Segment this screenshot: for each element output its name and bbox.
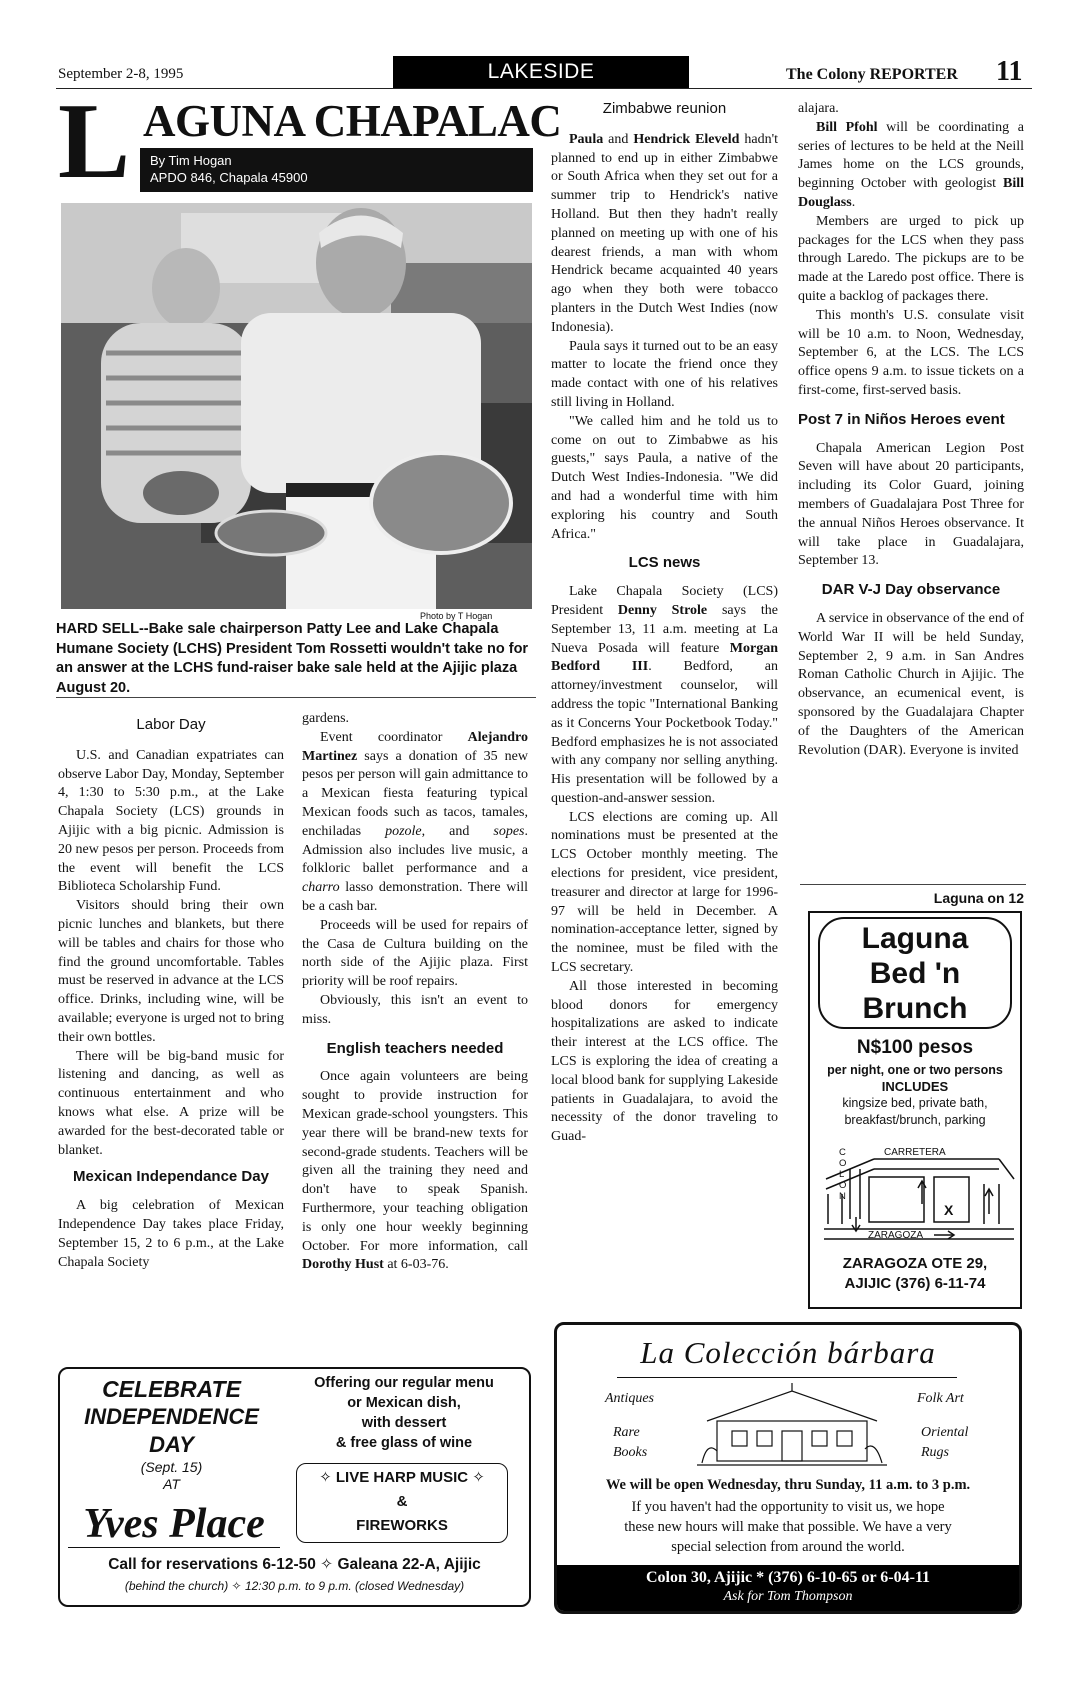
barbara-footer-bar <box>557 1565 1019 1611</box>
alajara-text: alajara. <box>798 101 839 116</box>
photo-caption: HARD SELL--Bake sale chairperson Patty Lee and Lake Chapala Humane Society (LCHS) President Tom Rossetti wouldn't take no for an answer at the LCHS fund-raiser bake sale held at the Ajijic plaza August 20. <box>56 621 529 696</box>
yves-celebrate: CELEBRATE <box>102 1376 241 1402</box>
laguna-ad-price: N$100 pesos <box>856 1037 974 1058</box>
yves-at: AT <box>163 1476 180 1492</box>
yves-day: DAY <box>149 1432 194 1457</box>
laguna-ad-line2: Bed 'n <box>869 957 961 990</box>
zimbabwe-p2: Paula says it turned out to be an easy matter to locate the friend once they made contact with one of his relatives still living in Holland. <box>551 338 778 410</box>
dar-paragraph: A service in observance of the end of World War II will be held Sunday, September 2, 9 a.m. in San Andres Roman Catholic Church in Ajijic. The observance, an ecumenical event, is sponsored by the Guadalajara Chapter of the Daughters of the American Revolution (DAR). Everyone is invited <box>798 610 1024 758</box>
dar-heading: DAR V-J Day observance <box>821 581 1001 599</box>
barbara-hours: We will be open Wednesday, thru Sunday, 11 a.m. to 3 p.m. <box>605 1477 971 1493</box>
event-coordinator-paragraph: Event coordinator Alejandro Martinez says a donation of 35 new pesos per person will gain admittance to a Mexican fiesta featuring typical Mexican foods such as tacos, tamales, enchiladas pozole, and sopes. Admission also includes live music, a folkloric ballet performance and a charro lasso demonstration. There will be a cash bar. <box>302 729 528 914</box>
yves-harp-1: ✧ LIVE HARP MUSIC ✧ <box>319 1469 485 1486</box>
barbara-house-illustration <box>697 1381 887 1471</box>
column-2 <box>302 710 528 1275</box>
labor-day-heading: Labor Day <box>136 716 206 733</box>
byline-box <box>140 148 533 192</box>
barbara-oriental-rugs: Oriental Rugs <box>921 1425 969 1460</box>
issue-date: September 2-8, 1995 <box>58 66 184 82</box>
yves-celebrate-block <box>64 1375 279 1493</box>
byline-address: APDO 846, Chapala 45900 <box>150 170 308 185</box>
yves-place-ad <box>58 1367 531 1607</box>
yves-harp-3: FIREWORKS <box>356 1517 448 1534</box>
yves-offer <box>282 1373 526 1453</box>
proceeds-paragraph: Proceeds will be used for repairs of the Casa de Cultura building on the north side of the Ajijic plaza. First priority will be roof repairs. <box>302 917 528 990</box>
post-7-paragraph: Chapala American Legion Post Seven will have about 20 participants, including its Color Guard, joining members of Guadalajara Post Three for the annual Niños Heroes observance. It will take place in Guadalajara, September 13. <box>798 440 1024 569</box>
map-label-zaragoza: ZARAGOZA <box>868 1230 924 1241</box>
laguna-ad-address: ZARAGOZA OTE 29, <box>842 1255 988 1272</box>
yves-name: Yves Place <box>68 1501 280 1548</box>
column-title: AGUNA CHAPALAC <box>143 96 562 146</box>
yves-date: (Sept. 15) <box>140 1459 203 1475</box>
laguna-ad <box>808 911 1022 1309</box>
mexican-independence-p1: A big celebration of Mexican Independence Day takes place Friday, September 15, 2 to 6 p.m., at the Lake Chapala Society <box>58 1198 284 1270</box>
yves-offer-1: Offering our regular menu <box>314 1375 494 1391</box>
lcs-news-heading: LCS news <box>628 554 701 572</box>
labor-day-p3: There will be big-band music for listening and dancing, as well as continuous entertainment and who knows what else. A prize will be awarded for the best-decorated table or blanket. <box>58 1048 284 1158</box>
barbara-ask: Ask for Tom Thompson <box>723 1589 853 1604</box>
barbara-rare-books: Rare Books <box>613 1425 648 1460</box>
dont-miss-paragraph: Obviously, this isn't an event to miss. <box>302 992 528 1027</box>
consulate-paragraph: This month's U.S. consulate visit will be 10 a.m. to Noon, Wednesday, September 6, at the LCS. The LCS office opens 9 a.m. to issue tickets on a first-come, first-served basis. <box>798 307 1024 398</box>
zimbabwe-heading: Zimbabwe reunion <box>602 100 727 117</box>
english-teachers-heading: English teachers needed <box>326 1039 504 1057</box>
barbara-title: La Colección bárbara <box>640 1335 936 1370</box>
paper-name: The Colony REPORTER <box>786 66 958 83</box>
laredo-paragraph: Members are urged to pick up packages for the LCS when they pass through Laredo. The pickups are to be made at the Laredo post office. There is quite a backlog of packages there. <box>798 213 1024 304</box>
laguna-ad-includes: INCLUDES <box>881 1079 949 1094</box>
lcs-news-p1: Lake Chapala Society (LCS) President Denny Strole says the September 13, 11 a.m. meeting at La Nueva Posada will feature Morgan Bedford III. Bedford, an attorney/investment counselor, will address the topic "International Banking as it Concerns Your Pocketbook Today." Bedford emphasizes he is not associated with any company nor selling anything. His presentation will be followed by a question-and-answer session. <box>551 584 778 806</box>
laguna-ad-line1: Laguna <box>861 922 969 955</box>
labor-day-p2: Visitors should bring their own picnic lunches and blankets, but there will be tables and chairs for those who find the ground uncomfortable. Tables must be reserved in advance at the LCS office. Drinks, including wine, will be available; everyone is urged not to bring their own bottles. <box>58 898 285 1045</box>
yves-offer-4: & free glass of wine <box>335 1435 473 1451</box>
lcs-news-p3: All those interested in becoming blood donors for emergency hospitalizations are asked to indicate their interest at the LCS office. The LCS is exploring the idea of creating a local blood bank for supplying Lakeside patients in Guadalajara, to avoid the necessity of the donor traveling to Guad- <box>551 978 778 1145</box>
photo-image <box>61 203 532 609</box>
laguna-ad-phone: AJIJIC (376) 6-11-74 <box>844 1275 986 1292</box>
barbara-title-rule <box>617 1377 957 1378</box>
drop-cap: L <box>58 82 131 201</box>
yves-offer-3: with dessert <box>361 1415 447 1431</box>
lcs-news-p2: LCS elections are coming up. All nominations must be presented at the LCS October monthly meeting. The elections for president, vice president, treasurer and director at large for 1996-97 will be held in December. A nomination-acceptance letter, signed by the nominee, must be filed with the LCS secretary. <box>551 809 778 976</box>
laguna-ad-per-night: per night, one or two persons <box>827 1063 1003 1077</box>
barbara-folk-art: Folk Art <box>917 1391 964 1406</box>
column-4 <box>798 100 1024 760</box>
column-3 <box>551 100 778 1147</box>
laguna-ad-features-2: breakfast/brunch, parking <box>844 1113 986 1127</box>
labor-day-p1: U.S. and Canadian expatriates can observe Labor Day, Monday, September 4, 1:30 to 5:30 p.m., at the Lake Chapala Society (LCS) grounds in Ajijic with a big picnic. Admission is 20 new pesos per person. Proceeds from the event will benefit the LCS Biblioteca Scholarship Fund. <box>58 747 285 895</box>
photo-credit: Photo by T Hogan <box>420 611 493 621</box>
zimbabwe-p1: Paula and Hendrick Eleveld hadn't planned to end up in either Zimbabwe or South Africa when they set out for a summer trip to Hendrick's native Holland. But then they hadn't really planned on meeting up with one of his dearest friends, a man with whom Hendrick became acquainted 40 years ago when they both were tobacco planters in the Dutch West Indies (now Indonesia). <box>551 131 778 335</box>
gardens-text: gardens. <box>302 711 350 726</box>
laguna-ad-features-1: kingsize bed, private bath, <box>842 1096 988 1110</box>
post-7-heading: Post 7 in Niños Heroes event <box>798 410 1005 428</box>
section-banner: LAKESIDE <box>393 56 689 88</box>
jump-line: Laguna on 12 <box>933 890 1024 906</box>
column-1 <box>58 716 284 1272</box>
zimbabwe-p3: "We called him and he told us to come on out to Zimbabwe as his guests," says Paula, a native of the Dutch West Indies-Indonesia. "We did and had a wonderful time with him exploring his country and South Africa." <box>551 413 778 542</box>
jump-rule <box>800 884 1026 885</box>
yves-call: Call for reservations 6-12-50 ✧ Galeana 22-A, Ajijic <box>108 1556 481 1573</box>
byline: By Tim Hogan <box>150 153 232 168</box>
barbara-ad <box>554 1322 1022 1614</box>
yves-independence: INDEPENDENCE <box>84 1404 259 1429</box>
header-rule <box>56 88 1032 89</box>
yves-harp-box <box>296 1463 508 1543</box>
yves-offer-2: or Mexican dish, <box>347 1395 461 1411</box>
lectures-paragraph: Bill Pfohl will be coordinating a series of lectures to be held at the Neill James home on the LCS grounds, beginning October with geologist Bill Douglass. <box>798 119 1024 210</box>
caption-rule <box>56 697 536 698</box>
english-teachers-paragraph: Once again volunteers are being sought to provide instruction for Mexican grade-school youngsters. This year there will be brand-new texts for second-grade students. Teachers will be given all the training they need and don't have to speak Spanish. Furthermore, your teaching obligation is only one hour weekly beginning October. For more information, call Dorothy Hust at 6-03-76. <box>302 1069 528 1273</box>
barbara-address: Colon 30, Ajijic * (376) 6-10-65 or 6-04-11 <box>645 1569 931 1586</box>
map-label-colon: COLON <box>839 1147 847 1202</box>
map-marker-x: X <box>944 1202 954 1218</box>
mexican-independence-heading: Mexican Independance Day <box>73 1168 269 1186</box>
yves-harp-2: & <box>396 1493 408 1510</box>
barbara-antiques: Antiques <box>605 1391 654 1406</box>
yves-footer: (behind the church) ✧ 12:30 p.m. to 9 p.m. (closed Wednesday) <box>124 1579 465 1593</box>
photo <box>61 203 532 609</box>
page-number: 11 <box>996 56 1023 87</box>
barbara-body: If you haven't had the opportunity to visit us, we hope these new hours will make that possible. We have a very special selection from around the world. <box>624 1499 952 1555</box>
map-label-carretera: CARRETERA <box>884 1147 946 1158</box>
laguna-ad-line3: Brunch <box>862 992 968 1025</box>
laguna-ad-title-box <box>818 917 1012 1029</box>
